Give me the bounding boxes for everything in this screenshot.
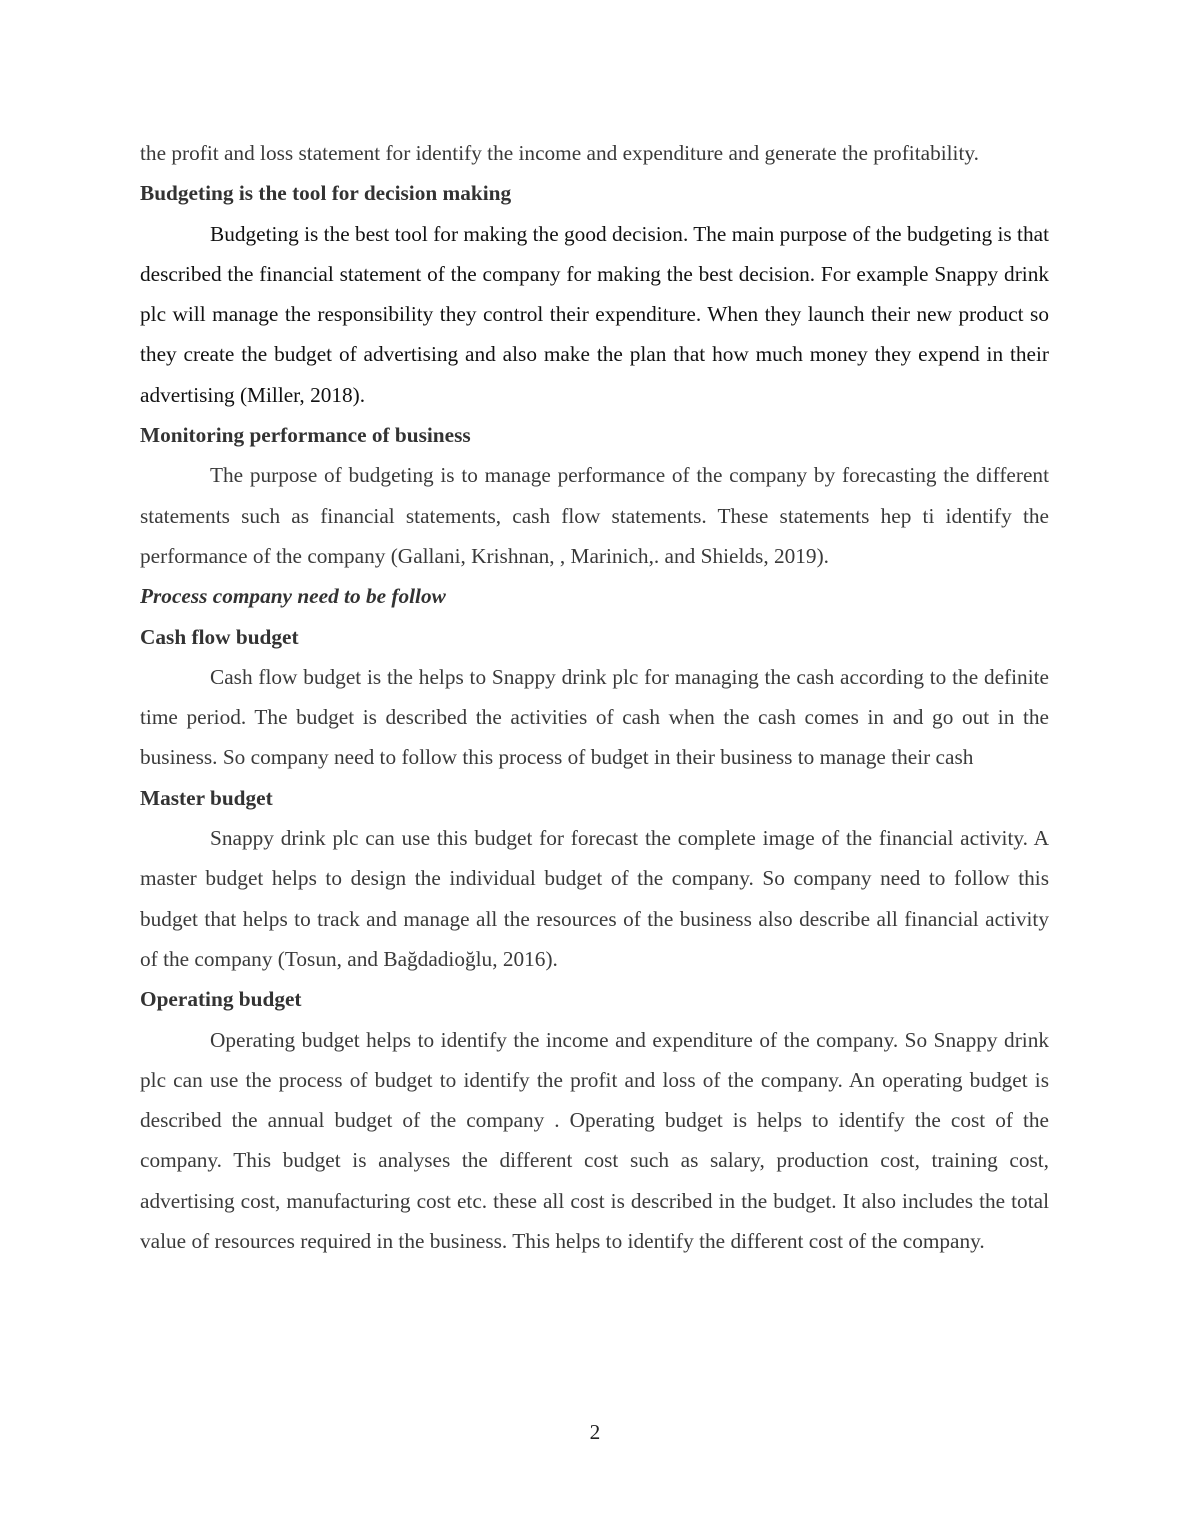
heading-master-budget: Master budget: [140, 785, 273, 810]
paragraph-master-budget: Snappy drink plc can use this budget for forecast the complete image of the financial activity. A master budget helps to design the individual budget of the company. So company need to follow this budget that helps to track and manage all the resources of the business also describe all financial activity of the company (Tosun, and Bağdadioğlu, 2016).: [140, 826, 1049, 971]
heading-decision-making: Budgeting is the tool for decision making: [140, 181, 512, 206]
paragraph-cash-flow-budget: Cash flow budget is the helps to Snappy drink plc for managing the cash according to the definite time period. The budget is described the activities of cash when the cash comes in and go out in the business. So company need to follow this process of budget in their business to manage their cash: [140, 664, 1049, 770]
document-page: [140, 133, 1049, 1261]
paragraph-decision-making: Budgeting is the best tool for making the good decision. The main purpose of the budgeting is that described the financial statement of the company for making the best decision. For example Snappy drink plc will manage the responsibility they control their expenditure. When they launch their new product so they create the budget of advertising and also make the plan that how much money they expend in their advertising (Miller, 2018).: [140, 221, 1049, 407]
heading-process: Process company need to be follow: [140, 584, 446, 609]
heading-operating-budget: Operating budget: [140, 987, 302, 1012]
paragraph-operating-budget: Operating budget helps to identify the income and expenditure of the company. So Snappy drink plc can use the process of budget to identify the profit and loss of the company. An operating budget is described the annual budget of the company . Operating budget is helps to identify the cost of the company. This budget is analyses the different cost such as salary, production cost, training cost, advertising cost, manufacturing cost etc. these all cost is described in the budget. It also includes the total value of resources required in the business. This helps to identify the different cost of the company.: [140, 1027, 1049, 1254]
heading-cash-flow-budget: Cash flow budget: [140, 624, 299, 649]
continuation-paragraph: the profit and loss statement for identify the income and expenditure and generate the profitability.: [140, 141, 979, 165]
paragraph-monitoring-performance: The purpose of budgeting is to manage performance of the company by forecasting the different statements such as financial statements, cash flow statements. These statements hep ti identify the performance of the company (Gallani, Krishnan, , Marinich,. and Shields, 2019).: [140, 463, 1049, 568]
page-number: 2: [589, 1420, 601, 1444]
heading-monitoring-performance: Monitoring performance of business: [140, 423, 471, 448]
